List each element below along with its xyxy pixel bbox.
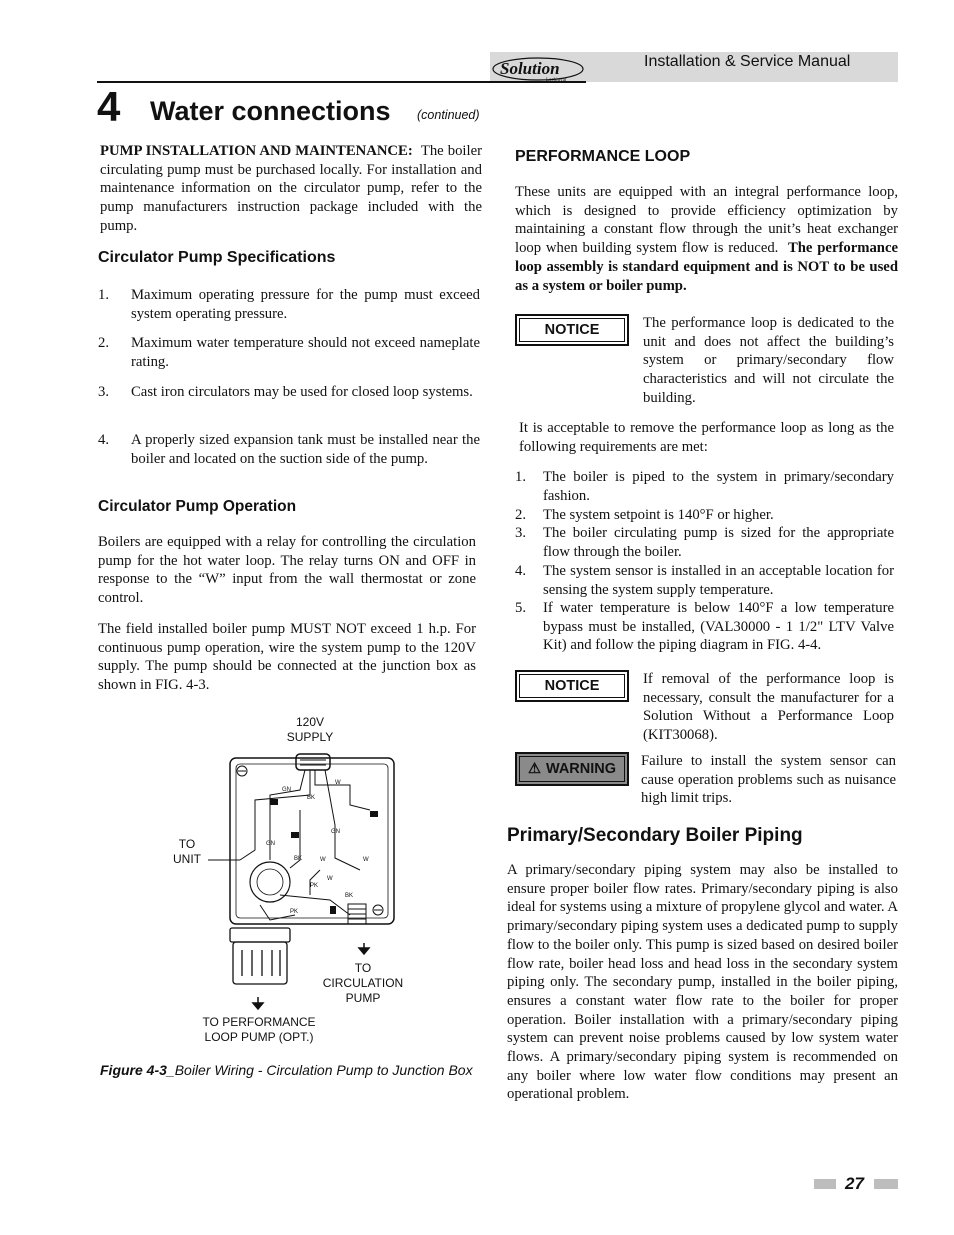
notice-2-text: If removal of the performance loop is necessary, consult the manufacturer for a Solution Without a Performance Loop (KIT30068). (643, 671, 894, 744)
label-supply-2: SUPPLY (286, 730, 334, 744)
warning-label: WARNING (545, 761, 617, 777)
notice-badge: NOTICE (515, 670, 629, 702)
operation-paragraph-2: The field installed boiler pump MUST NOT exceed 1 h.p. For continuous pump operation, wire the system pump to the 120V supply. The pump should be connected at the junction box as shown in FIG. 4-3. (98, 621, 476, 694)
supply-conduit (296, 754, 330, 770)
wire-label-bk: BK (345, 893, 354, 899)
circulation-pump-connector (348, 904, 366, 924)
wire-label-w: W (335, 780, 341, 786)
wire-label-pk: PK (310, 883, 319, 889)
warning-triangle-icon: ⚠ (527, 761, 541, 777)
spec-item-num: 2. (98, 335, 110, 351)
wire-label-bk: BK (294, 856, 303, 862)
spec-heading: Circulator Pump Specifications (98, 249, 336, 266)
requirement-num: 3. (515, 525, 527, 541)
requirement-num: 2. (515, 507, 527, 523)
wire-nut-icon (270, 799, 278, 805)
requirement-num: 1. (515, 469, 527, 485)
perf-bold-text: The performance loop assembly is standard equipment and is NOT to be used as a system or boiler pump. (515, 240, 898, 294)
spec-item-text: A properly sized expansion tank must be installed near the boiler and located on the suction side of the pump. (131, 432, 480, 467)
label-unit-1: TO (178, 837, 196, 851)
requirement-text: If water temperature is below 140°F a low temperature bypass must be installed, (VAL30000 - 1 1/2" LTV Valve Kit) and follow the piping diagram in FIG. 4-4. (543, 600, 894, 653)
figure-caption (100, 1062, 473, 1078)
chapter-continued: (continued) (417, 108, 480, 122)
label-perf-2: LOOP PUMP (OPT.) (204, 1030, 314, 1044)
primary-secondary-heading: Primary/Secondary Boiler Piping (507, 825, 803, 846)
label-supply-1: 120V (295, 715, 325, 729)
page-number: 27 (845, 1174, 864, 1193)
spec-item-text: Cast iron circulators may be used for closed loop systems. (131, 384, 473, 400)
operation-paragraph-1: Boilers are equipped with a relay for controlling the circulation pump for the hot water loop. The relay turns ON and OFF in response to the “W” input from the wall thermostat or zone control. (98, 534, 476, 607)
requirement-text: The boiler is piped to the system in primary/secondary fashion. (543, 469, 894, 504)
requirement-text: The system sensor is installed in an acceptable location for sensing the system supply temperature. (543, 563, 894, 598)
wire-label-gn: GN (266, 841, 275, 847)
label-circ-1: TO (354, 961, 372, 975)
warning-badge (515, 752, 629, 786)
label-circ-2: CIRCULATION (322, 976, 404, 990)
wire-label-pk: PK (290, 909, 299, 915)
requirement-num: 5. (515, 600, 527, 616)
spec-item-text: Maximum operating pressure for the pump must exceed system operating pressure. (131, 287, 480, 322)
wire-label-w: W (320, 857, 326, 863)
pump-motor-icon (250, 862, 290, 902)
notice-1-text: The performance loop is dedicated to the unit and does not affect the building’s system or primary/secondary flow characteristics and will not circulate the building. (643, 315, 894, 406)
label-unit-2: UNIT (173, 852, 201, 866)
wire-nut-icon (291, 832, 299, 838)
spec-item-text: Maximum water temperature should not exceed nameplate rating. (131, 335, 480, 370)
wire-nut-icon (370, 811, 378, 817)
header-rule (97, 81, 586, 83)
warning-text: Failure to install the system sensor can cause operation problems such as nuisance high limit trips. (641, 753, 896, 807)
requirement-text: The system setpoint is 140°F or higher. (543, 507, 774, 523)
page-number-bar-left (814, 1179, 836, 1189)
chapter-number: 4 (97, 83, 121, 130)
figure-caption-label: Figure 4-3 (100, 1062, 167, 1078)
label-perf-1: TO PERFORMANCE (202, 1015, 316, 1029)
spec-item-num: 3. (98, 384, 110, 400)
operation-heading: Circulator Pump Operation (98, 498, 297, 515)
perf-text: These units are equipped with an integral performance loop, which is designed to provide efficiency optimization by maintaining a constant flow through the unit’s heat exchanger loop when building system flow is reduced. (515, 184, 898, 257)
spec-item-num: 4. (98, 432, 110, 448)
pump-install-paragraph (100, 142, 482, 236)
junction-box-wiring-diagram (160, 710, 460, 1050)
performance-loop-heading: PERFORMANCE LOOP (515, 148, 691, 165)
requirement-num: 4. (515, 563, 527, 579)
label-circ-3: PUMP (345, 991, 381, 1005)
wire-label-bk: BK (307, 795, 316, 801)
performance-loop-paragraph (515, 183, 898, 295)
page-number-bar-right (874, 1179, 898, 1189)
requirement-text: The boiler circulating pump is sized for the appropriate flow through the boiler. (543, 525, 894, 560)
solution-logo (490, 55, 586, 83)
manual-title: Installation & Service Manual (644, 53, 851, 70)
notice-badge: NOTICE (515, 314, 629, 346)
spec-item-num: 1. (98, 287, 110, 303)
pump-install-text: The boiler circulating pump must be purchased locally. For installation and maintenance information on the circulator pump, refer to the pump manufacturers instruction package included with the pump. (100, 143, 482, 234)
wire-label-gn: GN (331, 829, 340, 835)
primary-secondary-paragraph: A primary/secondary piping system may also be installed to ensure proper boiler flow rates. Primary/secondary piping is also ideal for systems using a mixture of propylene glycol and water. A primary/secondary piping system uses a dedicated pump to supply flow to the boiler only. This pump is sized based on desired boiler flow rate, boiler head loss and head loss in the secondary system piping only. The secondary pump, installed in the boiler piping, ensures a constant water flow rate to the boiler for proper operation. Boiler installation with a primary/secondary piping system can prevent noise problems caused by low system water flows. A primary/secondary piping system is recommended on any boiler where low water flow conditions may present an operational problem. (507, 862, 898, 1103)
logo-text: Solution (500, 59, 560, 78)
remove-intro: It is acceptable to remove the performance loop as long as the following requirements are met: (519, 420, 894, 455)
pump-install-label: PUMP INSTALLATION AND MAINTENANCE: (100, 143, 413, 159)
wire-label-gn: GN (282, 787, 291, 793)
performance-loop-conduit (230, 928, 290, 984)
wire-label-w: W (327, 876, 333, 882)
wire-nut-icon (330, 906, 336, 914)
chapter-title: Water connections (150, 96, 391, 126)
figure-caption-text: _Boiler Wiring - Circulation Pump to Junction Box (166, 1062, 473, 1078)
wire-label-w: W (363, 857, 369, 863)
